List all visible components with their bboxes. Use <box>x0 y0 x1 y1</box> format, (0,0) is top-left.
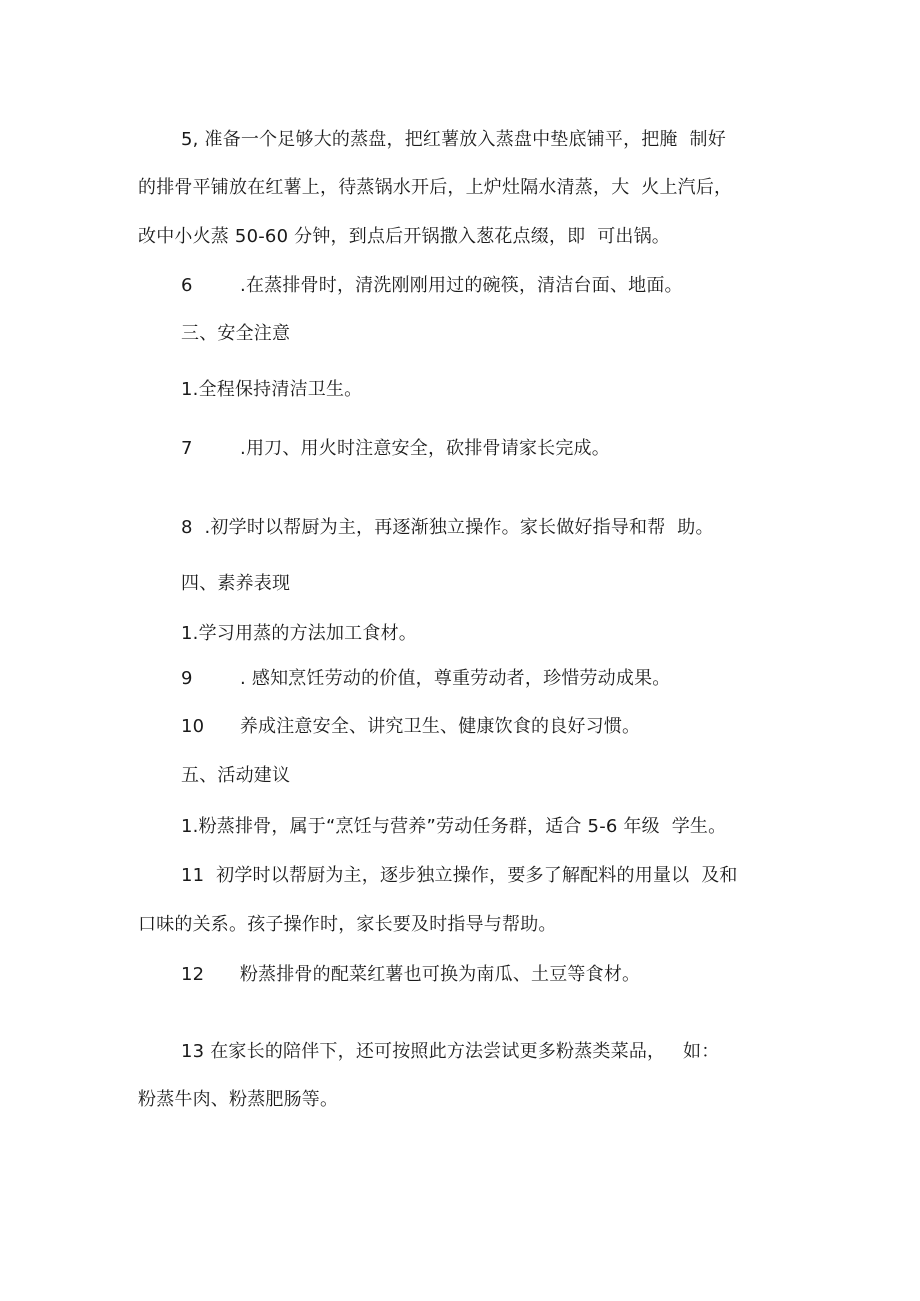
step-5-line-3: 改中小火蒸 50-60 分钟，到点后开锅撒入葱花点缀，即 可出锅。 <box>138 226 670 247</box>
literacy-item-9: 9 . 感知烹饪劳动的价值，尊重劳动者，珍惜劳动成果。 <box>181 668 671 689</box>
literacy-item-10: 10 养成注意安全、讲究卫生、健康饮食的良好习惯。 <box>181 716 641 737</box>
safety-item-8: 8 .初学时以帮厨为主，再逐渐独立操作。家长做好指导和帮 助。 <box>181 517 714 538</box>
suggestion-item-13-line-1: 13 在家长的陪伴下，还可按照此方法尝试更多粉蒸类菜品， 如： <box>181 1041 720 1062</box>
literacy-item-1: 1.学习用蒸的方法加工食材。 <box>181 623 417 644</box>
safety-item-7: 7 .用刀、用火时注意安全，砍排骨请家长完成。 <box>181 438 610 459</box>
suggestion-item-13-line-2: 粉蒸牛肉、粉蒸肥肠等。 <box>138 1089 339 1110</box>
section-heading-safety: 三、安全注意 <box>181 323 291 344</box>
safety-item-1: 1.全程保持清洁卫生。 <box>181 379 363 400</box>
step-6: 6 .在蒸排骨时，清洗刚刚用过的碗筷，清洁台面、地面。 <box>181 275 683 296</box>
section-heading-literacy: 四、素养表现 <box>181 573 291 594</box>
suggestion-item-11-line-1: 11 初学时以帮厨为主，逐步独立操作，要多了解配料的用量以 及和 <box>181 865 738 886</box>
suggestion-item-1: 1.粉蒸排骨，属于“烹饪与营养”劳动任务群，适合 5-6 年级 学生。 <box>181 816 727 837</box>
suggestion-item-11-line-2: 口味的关系。孩子操作时，家长要及时指导与帮助。 <box>138 914 557 935</box>
suggestion-item-12: 12 粉蒸排骨的配菜红薯也可换为南瓜、土豆等食材。 <box>181 964 641 985</box>
step-5-line-2: 的排骨平铺放在红薯上，待蒸锅水开后，上炉灶隔水清蒸，大 火上汽后， <box>138 177 733 198</box>
section-heading-suggestions: 五、活动建议 <box>181 765 291 786</box>
step-5-line-1: 5, 准备一个足够大的蒸盘，把红薯放入蒸盘中垫底铺平，把腌 制好 <box>181 129 726 150</box>
